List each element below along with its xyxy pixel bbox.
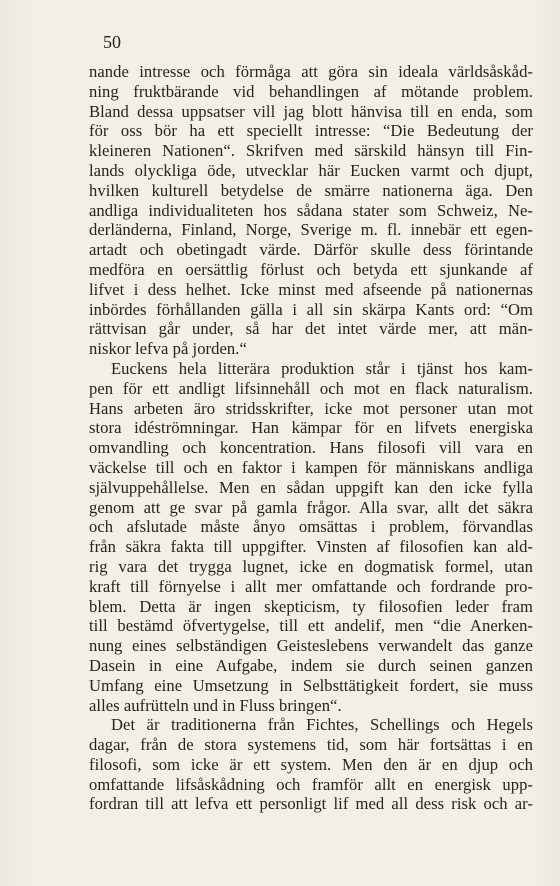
body-text [89, 62, 533, 814]
text-line: pen för ett andligt lifsinnehåll och mot en flack naturalism. [89, 378, 533, 398]
text-line: Umfang eine Umsetzung in Selbsttätigkeit fordert, sie muss [89, 675, 533, 695]
text-line: väckelse till och en faktor i kampen för människans andliga [89, 457, 533, 477]
text-line: derländerna, Finland, Norge, Sverige m. fl. innebär ett egen- [89, 220, 533, 240]
text-line: för oss bör ha ett speciellt intresse: “Die Bedeutung der [89, 121, 533, 141]
text-line: fordran till att lefva ett personligt lif med all dess risk och ar- [89, 794, 533, 814]
text-line: stora idéströmningar. Han kämpar för en lifvets energiska [89, 418, 533, 438]
text-line: självuppehållelse. Men en sådan uppgift kan den icke fylla [89, 477, 533, 497]
text-line: omfattande lifsåskådning och framför allt en energisk upp- [89, 774, 533, 794]
text-line: till bestämd öfvertygelse, till ett andelif, men “die Anerken- [89, 616, 533, 636]
text-line: kraft till förnyelse i allt mer omfattande och fordrande pro- [89, 576, 533, 596]
text-line: filosofi, som icke är ett system. Men den är en djup och [89, 754, 533, 774]
text-line: ning fruktbärande vid behandlingen af mötande problem. [89, 81, 533, 101]
text-line: lifvet i dess helhet. Icke minst med afseende på nationernas [89, 279, 533, 299]
text-line: kleineren Nationen“. Skrifven med särskild hänsyn till Fin- [89, 141, 533, 161]
text-line: niskor lefva på jorden.“ [89, 339, 247, 359]
text-line: nande intresse och förmåga att göra sin ideala världsåskåd- [89, 62, 533, 81]
text-line: medföra en oersättlig förlust och betyda ett sjunkande af [89, 259, 533, 279]
text-line: blem. Detta är ingen skepticism, ty filosofien leder fram [89, 596, 533, 616]
text-line: hvilken kulturell betydelse de smärre nationerna äga. Den [89, 180, 533, 200]
text-line: lands olyckliga öde, utvecklar här Eucken varmt och djupt, [89, 160, 533, 180]
text-line: Hans arbeten äro stridsskrifter, icke mot personer utan mot [89, 398, 533, 418]
text-line: och afslutade måste ånyo omsättas i problem, förvandlas [89, 517, 533, 537]
text-line: Euckens hela litterära produktion står i tjänst hos kam- [111, 358, 533, 378]
text-line: rig vara det trygga lugnet, icke en dogmatisk formel, utan [89, 556, 533, 576]
text-line: genom att ge svar på gamla frågor. Alla svar, allt det säkra [89, 497, 533, 517]
text-line: Bland dessa uppsatser vill jag blott hänvisa till en enda, som [89, 101, 533, 121]
text-line: Det är traditionerna från Fichtes, Schellings och Hegels [111, 715, 533, 735]
page-number: 50 [103, 32, 121, 52]
text-line: omvandling och koncentration. Hans filosofi vill vara en [89, 438, 533, 458]
text-line: inbördes förhållanden gälla i all sin skärpa Kants ord: “Om [89, 299, 533, 319]
text-line: från säkra fakta till uppgifter. Vinsten af filosofien kan ald- [89, 537, 533, 557]
text-line: rättvisan går under, så har det intet värde mer, att män- [89, 319, 533, 339]
text-line: andliga individualiteten hos sådana stater som Schweiz, Ne- [89, 200, 533, 220]
text-line: nung eines selbständigen Geisteslebens verwandelt das ganze [89, 636, 533, 656]
text-line: Dasein in eine Aufgabe, indem sie durch seinen ganzen [89, 655, 533, 675]
text-line: dagar, från de stora systemens tid, som här fortsättas i en [89, 735, 533, 755]
text-line: artadt och obetingadt värde. Därför skulle dess förintande [89, 240, 533, 260]
text-line: alles aufrütteln und in Fluss bringen“. [89, 695, 342, 715]
